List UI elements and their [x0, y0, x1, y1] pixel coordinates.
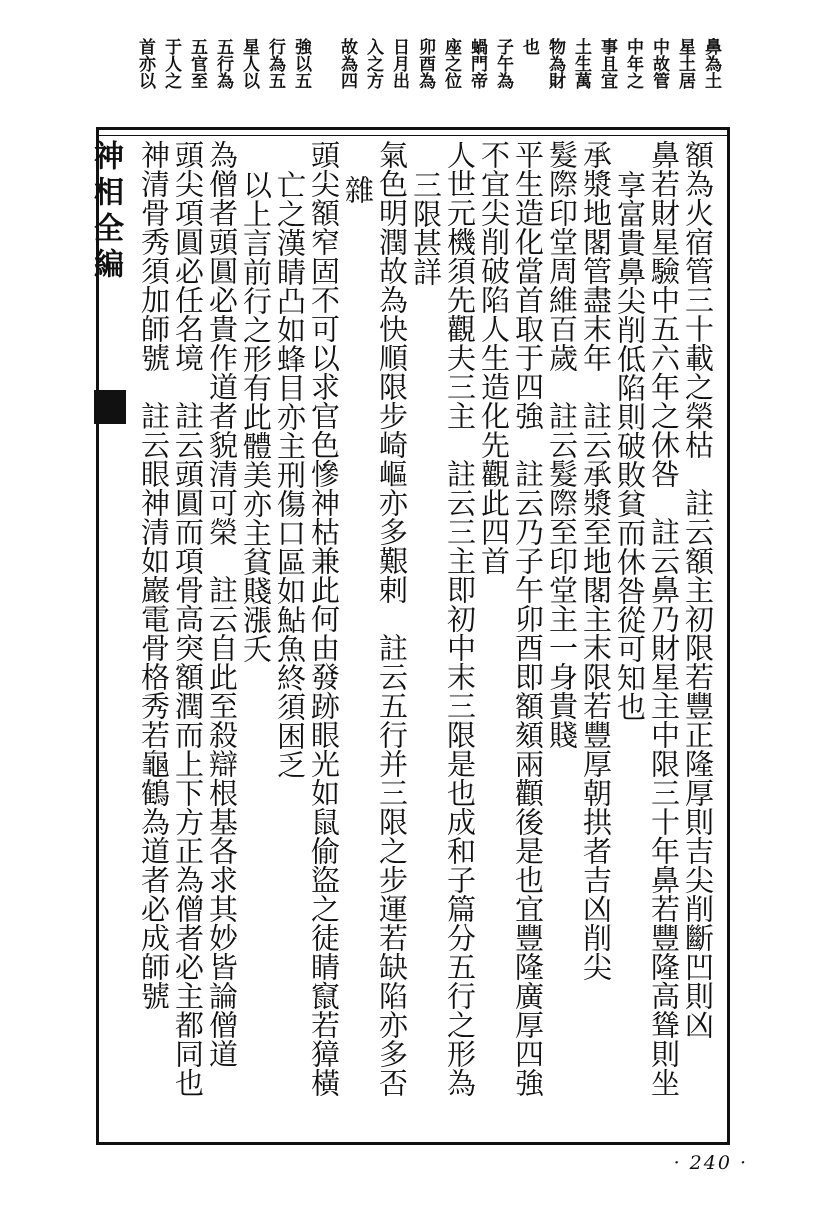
text-column: 承漿地閣管盡末年 註云承漿至地閣主末限若豐厚朝拱者吉凶削尖: [579, 140, 613, 981]
text-column: 以上言前行之形有此體美亦主貧賤漲夭: [239, 170, 273, 663]
text-column: 三限甚詳: [409, 170, 443, 286]
top-note: 土生萬: [571, 38, 591, 89]
text-column: 平生造化當首取于四強 註云乃子午卯酉即額頦兩顴後是也宜豐隆廣厚四強: [511, 140, 545, 1097]
text-column: 髮際印堂周維百歲 註云髮際至印堂主一身貴賤: [545, 140, 579, 749]
text-column: 神清骨秀須加師號 註云眼神清如巖電骨格秀若龜鶴為道者必成師號: [137, 140, 171, 1010]
text-column: 人世元機須先觀夫三主 註云三主即初中末三限是也成和子篇分五行之形為: [443, 140, 477, 1097]
text-column: 不宜尖削破陷人生造化先觀此四首: [477, 140, 511, 575]
text-column: 雜: [341, 175, 375, 204]
top-note: 日月出: [389, 38, 409, 89]
frame-inner-rule: [99, 135, 727, 136]
top-note: 中故管: [649, 38, 669, 89]
text-column: 氣色明潤故為快順限步崎嶇亦多艱剌 註云五行并三限之步運若缺陷亦多否: [375, 140, 409, 1097]
page-number: · 240 ·: [673, 1152, 748, 1174]
top-note: 卯酉為: [415, 38, 435, 89]
text-column: 鼻若財星驗中五六年之休咎 註云鼻乃財星主中限三十年鼻若豐隆高聳則坐: [647, 140, 681, 1097]
top-note: 故為四: [337, 38, 357, 89]
top-note: 入之方: [363, 38, 383, 89]
top-note: 子午為: [493, 38, 513, 89]
top-note: 行為五: [265, 38, 285, 89]
text-column: 享富貴鼻尖削低陷則破敗貧而休咎從可知也: [613, 170, 647, 721]
top-annotation-band: [108, 38, 721, 118]
text-column: 額為火宿管三十載之榮枯 註云額主初限若豐正隆厚則吉尖削斷凹則凶: [681, 140, 715, 1039]
top-note: 星土居: [675, 38, 695, 89]
top-note: 中年之: [623, 38, 643, 89]
top-note: 五行為: [213, 38, 233, 89]
top-note: 星人以: [239, 38, 259, 89]
side-black-mark: [94, 390, 126, 424]
top-note: 也: [519, 38, 539, 55]
top-note: 首亦以: [135, 38, 155, 89]
top-note: 座之位: [441, 38, 461, 89]
text-column: 頭尖額窄固不可以求官色慘神枯兼此何由發跡眼光如鼠偷盜之徒睛竄若獐橫: [307, 140, 341, 1097]
top-note: 事且宜: [597, 38, 617, 89]
top-note: 物為財: [545, 38, 565, 89]
side-title: 神相全編: [88, 140, 123, 284]
text-column: 頭尖項圓必任名境 註云頭圓而項骨高突額潤而上下方正為僧者必主都同也: [171, 140, 205, 1097]
text-column: 亡之漢睛凸如蜂目亦主刑傷口區如鮎魚終須困乏: [273, 170, 307, 779]
top-note: 鼻為土: [701, 38, 721, 89]
top-note: 強以五: [291, 38, 311, 89]
top-note: 蝸門帝: [467, 38, 487, 89]
text-column: 為僧者頭圓必貴作道者貌清可榮 註云自此至殺辯根基各求其妙皆論僧道: [205, 140, 239, 1068]
top-note: 五官至: [187, 38, 207, 89]
top-note: 于人之: [161, 38, 181, 89]
